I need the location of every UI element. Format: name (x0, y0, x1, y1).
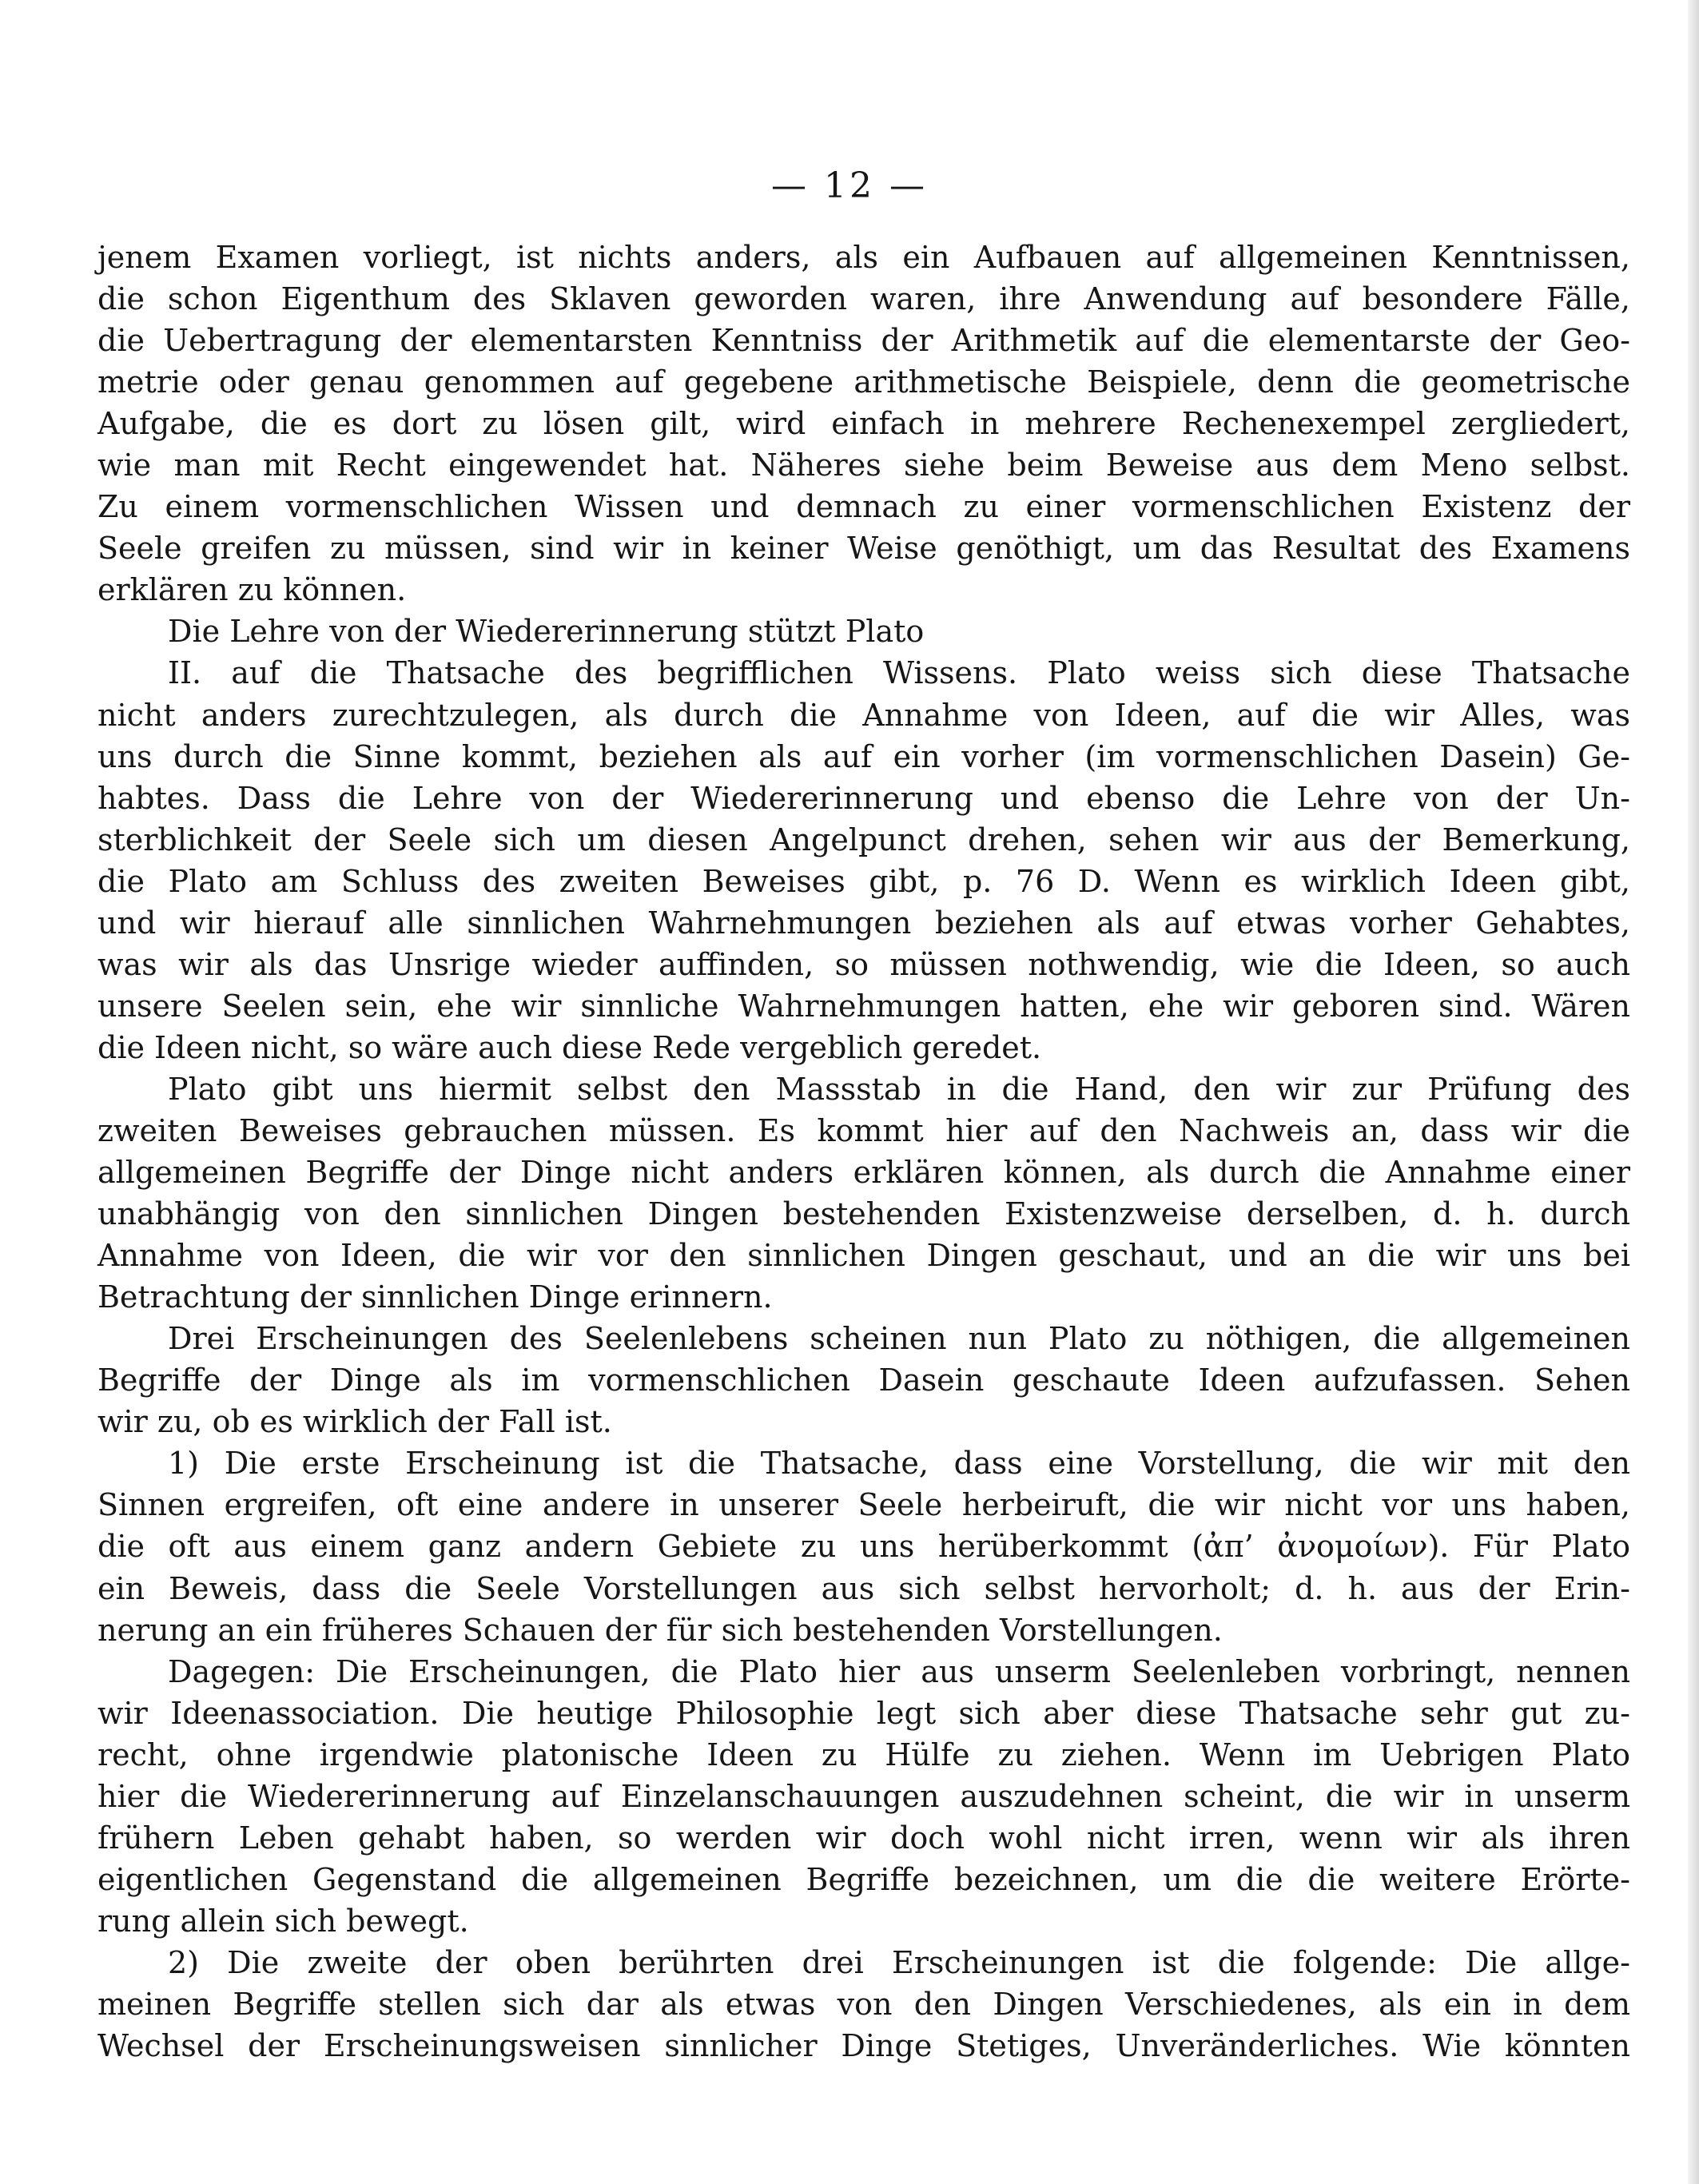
text-line: Aufgabe, die es dort zu lösen gilt, wird einfach in mehrere Rechenexempel zergliedert, (97, 406, 1630, 442)
text-line: 2) Die zweite der oben berührten drei Erscheinungen ist die folgende: Die allge- (168, 1944, 1630, 1980)
text-line: allgemeinen Begriffe der Dinge nicht anders erklären können, als durch die Annahme einer (97, 1155, 1630, 1191)
text-line: die oft aus einem ganz andern Gebiete zu uns herüberkommt (ἀπ’ ἀνομοίων). Für Plato (97, 1529, 1630, 1565)
text-line: die Plato am Schluss des zweiten Beweises gibt, p. 76 D. Wenn es wirklich Ideen gibt, (97, 863, 1630, 899)
text-line: ein Beweis, dass die Seele Vorstellungen aus sich selbst hervorholt; d. h. aus der Erin- (97, 1570, 1630, 1606)
text-line: Betrachtung der sinnlichen Dinge erinnern. (97, 1279, 773, 1315)
text-line: uns durch die Sinne kommt, beziehen als auf ein vorher (im vormenschlichen Dasein) Ge- (97, 738, 1630, 774)
text-line: die Ideen nicht, so wäre auch diese Rede vergeblich geredet. (97, 1029, 1042, 1065)
page-edge-shadow (1688, 0, 1699, 2184)
text-line: Zu einem vormenschlichen Wissen und demnach zu einer vormenschlichen Existenz der (97, 489, 1630, 525)
body-text (97, 237, 1630, 2067)
text-line: nerung an ein früheres Schauen der für sich bestehenden Vorstellungen. (97, 1612, 1223, 1648)
text-line: jenem Examen vorliegt, ist nichts anders, als ein Aufbauen auf allgemeinen Kenntnissen, (97, 240, 1630, 275)
text-line: Wechsel der Erscheinungsweisen sinnlicher Dinge Stetiges, Unveränderliches. Wie könnten (97, 2028, 1630, 2064)
text-line: meinen Begriffe stellen sich dar als etwas von den Dingen Verschiedenes, als ein in dem (97, 1986, 1630, 2022)
text-line: unsere Seelen sein, ehe wir sinnliche Wahrnehmungen hatten, ehe wir geboren sind. Wären (97, 988, 1630, 1024)
text-line: II. auf die Thatsache des begrifflichen Wissens. Plato weiss sich diese Thatsache (168, 655, 1630, 691)
text-line: die schon Eigenthum des Sklaven geworden waren, ihre Anwendung auf besondere Fälle, (97, 281, 1630, 317)
page-number: — 12 — (771, 165, 928, 206)
text-line: Annahme von Ideen, die wir vor den sinnlichen Dingen geschaut, und an die wir uns bei (97, 1238, 1630, 1274)
text-line: Sinnen ergreifen, oft eine andere in unserer Seele herbeiruft, die wir nicht vor uns haben, (97, 1487, 1630, 1523)
text-line: zweiten Beweises gebrauchen müssen. Es kommt hier auf den Nachweis an, dass wir die (97, 1112, 1630, 1148)
text-line: frühern Leben gehabt haben, so werden wir doch wohl nicht irren, wenn wir als ihren (97, 1820, 1630, 1856)
text-line: was wir als das Unsrige wieder auffinden, so müssen nothwendig, wie die Ideen, so auch (97, 946, 1630, 982)
text-line: wir zu, ob es wirklich der Fall ist. (97, 1404, 612, 1440)
text-line: hier die Wiedererinnerung auf Einzelanschauungen auszudehnen scheint, die wir in unserm (97, 1778, 1630, 1814)
text-line: wir Ideenassociation. Die heutige Philosophie legt sich aber diese Thatsache sehr gut zu- (97, 1695, 1630, 1731)
text-line: rung allein sich bewegt. (97, 1903, 469, 1939)
text-line: Die Lehre von der Wiedererinnerung stützt Plato (168, 614, 925, 650)
text-line: eigentlichen Gegenstand die allgemeinen Begriffe bezeichnen, um die die weitere Erörte- (97, 1861, 1630, 1897)
text-line: wie man mit Recht eingewendet hat. Näheres siehe beim Beweise aus dem Meno selbst. (97, 448, 1630, 483)
text-line: Begriffe der Dinge als im vormenschlichen Dasein geschaute Ideen aufzufassen. Sehen (97, 1363, 1630, 1398)
text-line: die Uebertragung der elementarsten Kenntniss der Arithmetik auf die elementarste der Geo- (97, 323, 1630, 359)
text-line: Dagegen: Die Erscheinungen, die Plato hier aus unserm Seelenleben vorbringt, nennen (168, 1653, 1630, 1689)
text-line: und wir hierauf alle sinnlichen Wahrnehmungen beziehen als auf etwas vorher Gehabtes, (97, 905, 1630, 941)
text-line: unabhängig von den sinnlichen Dingen bestehenden Existenzweise derselben, d. h. durch (97, 1196, 1630, 1232)
text-line: sterblichkeit der Seele sich um diesen Angelpunct drehen, sehen wir aus der Bemerkung, (97, 821, 1630, 857)
text-line: 1) Die erste Erscheinung ist die Thatsache, dass eine Vorstellung, die wir mit den (168, 1446, 1630, 1482)
text-line: habtes. Dass die Lehre von der Wiedererinnerung und ebenso die Lehre von der Un- (97, 780, 1630, 816)
text-line: nicht anders zurechtzulegen, als durch die Annahme von Ideen, auf die wir Alles, was (97, 697, 1630, 733)
text-line: erklären zu können. (97, 572, 407, 608)
text-line: Drei Erscheinungen des Seelenlebens scheinen nun Plato zu nöthigen, die allgemeinen (168, 1321, 1630, 1357)
text-line: Plato gibt uns hiermit selbst den Massstab in die Hand, den wir zur Prüfung des (168, 1071, 1630, 1107)
text-line: Seele greifen zu müssen, sind wir in keiner Weise genöthigt, um das Resultat des Examens (97, 531, 1630, 567)
text-line: recht, ohne irgendwie platonische Ideen zu Hülfe zu ziehen. Wenn im Uebrigen Plato (97, 1736, 1630, 1772)
text-line: metrie oder genau genommen auf gegebene arithmetische Beispiele, denn die geometrische (97, 364, 1630, 400)
